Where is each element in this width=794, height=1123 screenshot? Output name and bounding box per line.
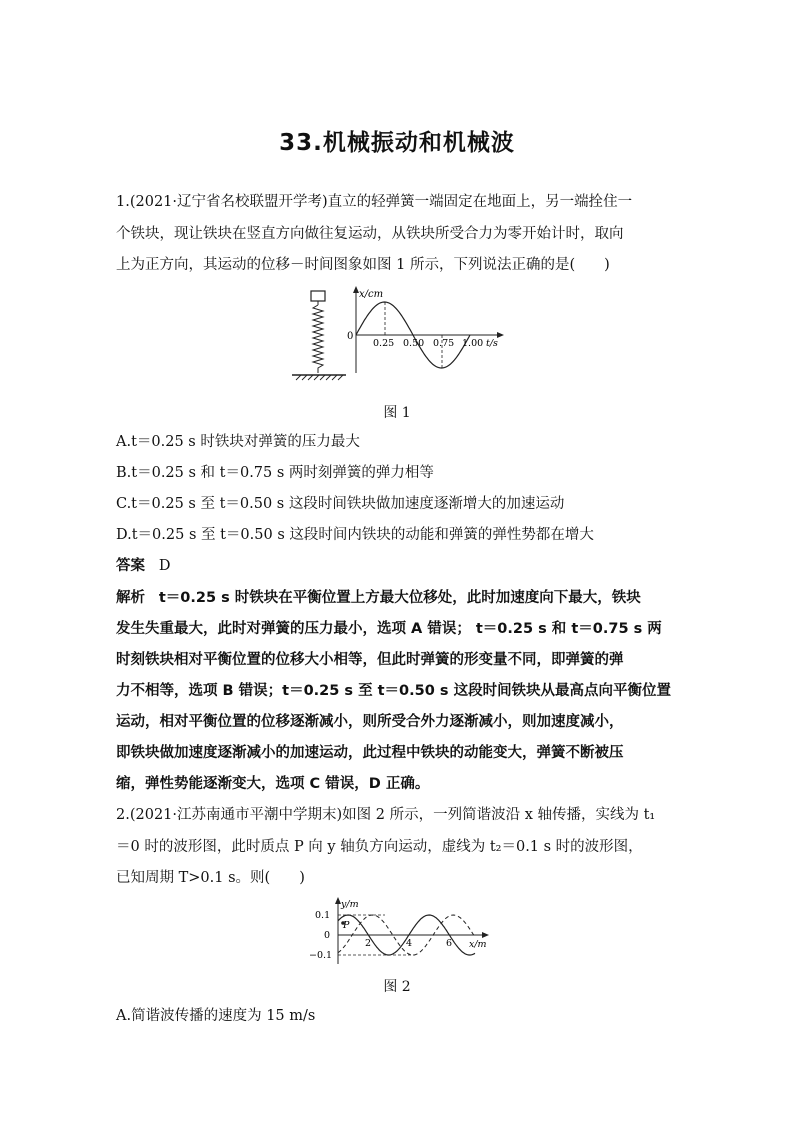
analysis-line-2: 发生失重最大，此时对弹簧的压力最小，选项 A 错误； t＝0.25 s 和 t＝0.75 s 两 xyxy=(116,621,662,637)
x-axis-arrow-icon xyxy=(497,332,504,338)
tick-label-050: 0.50 xyxy=(403,338,425,349)
y-axis-2-label: y/m xyxy=(341,899,359,910)
q2-stem-line-3: 已知周期 T>0.1 s。则( ) xyxy=(116,870,305,886)
tick-label-075: 0.75 xyxy=(433,338,455,349)
figure-1-displacement-graph xyxy=(288,285,508,385)
analysis-label: 解析 xyxy=(116,590,145,606)
q1-stem-line-3: 上为正方向，其运动的位移－时间图象如图 1 所示，下列说法正确的是( ) xyxy=(116,257,610,273)
analysis-line-4: 力不相等，选项 B 错误；t＝0.25 s 至 t＝0.50 s 这段时间铁块从最高点向平衡位置 xyxy=(116,683,672,699)
x-axis-2-label: x/m xyxy=(469,939,487,950)
analysis-line-5: 运动，相对平衡位置的位移逐渐减小，则所受合外力逐渐减小，则加速度减小， xyxy=(116,714,624,730)
analysis-line-7: 缩，弹性势能逐渐变大，选项 C 错误，D 正确。 xyxy=(116,776,430,792)
x-axis-2-arrow-icon xyxy=(482,932,489,938)
q1-analysis-row-1 xyxy=(116,588,641,608)
xtick-label-2: 2 xyxy=(365,938,372,949)
q1-option-b: B.t＝0.25 s 和 t＝0.75 s 两时刻弹簧的弹力相等 xyxy=(116,465,434,481)
q1-stem-line-1: 1.(2021·辽宁省名校联盟开学考)直立的轻弹簧一端固定在地面上，另一端拴住一 xyxy=(116,194,633,210)
point-p-label: P xyxy=(343,920,350,931)
q2-option-a: A.简谐波传播的速度为 15 m/s xyxy=(116,1008,316,1024)
analysis-line-1: t＝0.25 s 时铁块在平衡位置上方最大位移处，此时加速度向下最大，铁块 xyxy=(158,590,641,606)
analysis-line-6: 即铁块做加速度逐渐减小的加速运动，此过程中铁块的动能变大，弹簧不断被压 xyxy=(116,745,624,761)
x-axis-label: t/s xyxy=(486,338,498,349)
origin-label: 0 xyxy=(347,331,354,342)
xtick-label-4: 4 xyxy=(406,938,413,949)
y-axis-label: x/cm xyxy=(359,289,384,300)
tick-label-025: 0.25 xyxy=(373,338,395,349)
q2-stem-line-1: 2.(2021·江苏南通市平潮中学期末)如图 2 所示，一列简谐波沿 x 轴传播，实线为 t₁ xyxy=(116,807,656,823)
iron-block xyxy=(311,291,325,301)
ytick-label-pos: 0.1 xyxy=(315,910,331,921)
page-title: 33.机械振动和机械波 xyxy=(279,130,515,156)
xtick-label-6: 6 xyxy=(446,938,453,949)
figure-1-caption: 图 1 xyxy=(383,405,411,421)
q1-option-c: C.t＝0.25 s 至 t＝0.50 s 这段时间铁块做加速度逐渐增大的加速运动 xyxy=(116,496,565,512)
answer-label: 答案 xyxy=(116,558,145,574)
figure-2-caption: 图 2 xyxy=(383,979,411,995)
analysis-line-3: 时刻铁块相对平衡位置的位移大小相等，但此时弹簧的形变量不同，即弹簧的弹 xyxy=(116,652,624,668)
q1-stem-line-2: 个铁块，现让铁块在竖直方向做往复运动，从铁块所受合力为零开始计时，取向 xyxy=(116,226,624,242)
spring-icon xyxy=(313,305,323,373)
ground-hatching xyxy=(296,375,343,380)
figure-2-wave-graph xyxy=(305,896,495,968)
answer-value: D xyxy=(158,558,171,574)
q2-stem-line-2: ＝0 时的波形图，此时质点 P 向 y 轴负方向运动，虚线为 t₂＝0.1 s 时的波形图， xyxy=(116,839,643,855)
q1-option-d: D.t＝0.25 s 至 t＝0.50 s 这段时间内铁块的动能和弹簧的弹性势都在增大 xyxy=(116,527,594,543)
ytick-label-zero: 0 xyxy=(324,930,331,941)
q1-answer-row xyxy=(116,556,170,576)
q1-option-a: A.t＝0.25 s 时铁块对弹簧的压力最大 xyxy=(116,434,360,450)
ytick-label-neg: −0.1 xyxy=(309,950,333,961)
tick-label-100: 1.00 xyxy=(462,338,484,349)
